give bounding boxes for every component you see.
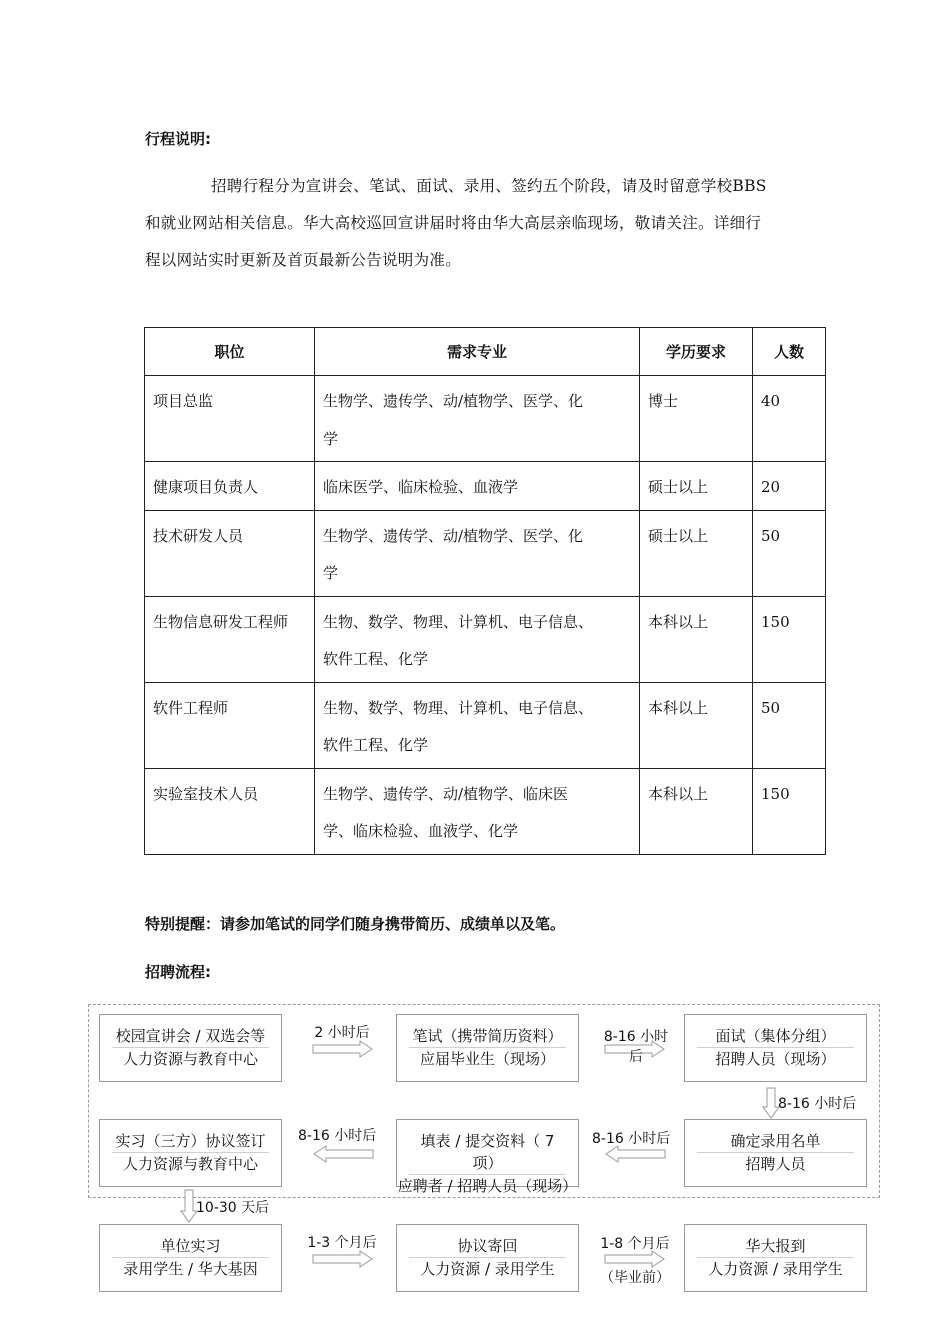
cell-major [315, 510, 640, 596]
flow-step-campus-talk [99, 1014, 282, 1082]
flow-step-internship [99, 1224, 282, 1292]
paragraph-line: 招聘行程分为宣讲会、笔试、面试、录用、签约五个阶段，请及时留意学校BBS [211, 177, 767, 195]
table-row [145, 768, 826, 854]
table-row [145, 376, 826, 462]
cell-position: 健康项目负责人 [145, 462, 315, 511]
flow-step-report-to-bgi [684, 1224, 867, 1292]
paragraph-line: 程以网站实时更新及首页最新公告说明为准。 [145, 251, 462, 269]
step-line-2: 应聘者 / 招聘人员（现场） [397, 1177, 578, 1195]
arrow-label: 10-30 天后 [196, 1200, 270, 1216]
flow-step-confirm-hires [684, 1119, 867, 1187]
arrow-label: 2 小时后 [314, 1025, 370, 1041]
header-position: 职位 [145, 328, 315, 376]
cell-major [315, 376, 640, 462]
table-row [145, 462, 826, 511]
step-line-2: 录用学生 / 华大基因 [123, 1260, 258, 1278]
step-line-2: 人力资源与教育中心 [122, 1050, 258, 1068]
cell-position: 实验室技术人员 [145, 768, 315, 854]
arrow-label: 8-16 小时后 [778, 1096, 857, 1112]
table-header-row [145, 328, 826, 376]
header-count: 人数 [753, 328, 826, 376]
step-line-1: 协议寄回 [409, 1235, 566, 1258]
left-arrow-icon [312, 1145, 374, 1163]
flow-heading: 招聘流程: [145, 963, 211, 981]
cell-major [315, 768, 640, 854]
table-row [145, 596, 826, 682]
arrow-label: 8-16 小时后 [592, 1131, 671, 1147]
step-line-1: 校园宣讲会 / 双选会等 [112, 1025, 269, 1048]
header-major: 需求专业 [315, 328, 640, 376]
cell-education: 本科以上 [640, 768, 753, 854]
cell-position: 技术研发人员 [145, 510, 315, 596]
major-line: 生物学、遗传学、动/植物学、临床医 [323, 784, 569, 803]
major-line: 生物学、遗传学、动/植物学、医学、化 [323, 526, 584, 545]
cell-count: 40 [753, 376, 826, 462]
arrow-label-line: 8-16 小时 [603, 1029, 669, 1045]
step-line-1: 填表 / 提交资料（ 7 项） [409, 1130, 566, 1175]
cell-position: 项目总监 [145, 376, 315, 462]
cell-count: 20 [753, 462, 826, 511]
cell-major [315, 682, 640, 768]
major-line: 学 [323, 564, 339, 582]
major-line: 生物、数学、物理、计算机、电子信息、 [323, 612, 594, 631]
step-line-1: 华大报到 [697, 1235, 854, 1258]
cell-education: 本科以上 [640, 682, 753, 768]
flow-step-submit-forms [396, 1119, 579, 1195]
flow-step-written-test [396, 1014, 579, 1082]
major-line: 软件工程、化学 [323, 650, 429, 668]
step-line-1: 确定录用名单 [697, 1130, 854, 1153]
arrow-label-line: （毕业前） [600, 1270, 670, 1286]
schedule-heading: 行程说明: [145, 130, 211, 148]
arrow-label-line: 1-8 个月后 [600, 1236, 670, 1252]
cell-count: 50 [753, 510, 826, 596]
step-line-2: 应届毕业生（现场） [419, 1050, 555, 1068]
major-line: 生物学、遗传学、动/植物学、医学、化 [323, 392, 584, 410]
cell-position: 生物信息研发工程师 [145, 596, 315, 682]
flow-step-interview [684, 1014, 867, 1082]
cell-count: 50 [753, 682, 826, 768]
table-row [145, 682, 826, 768]
major-line: 软件工程、化学 [323, 736, 429, 754]
cell-count: 150 [753, 768, 826, 854]
schedule-paragraph [145, 168, 815, 279]
step-line-2: 招聘人员（现场） [715, 1050, 836, 1068]
major-line: 临床医学、临床检验、血液学 [323, 478, 519, 496]
step-line-1: 实习（三方）协议签订 [112, 1130, 269, 1153]
header-education: 学历要求 [640, 328, 753, 376]
major-line: 学 [323, 429, 339, 448]
step-line-1: 笔试（携带简历资料） [409, 1025, 566, 1048]
step-line-1: 面试（集体分组） [697, 1025, 854, 1048]
positions-table [144, 327, 826, 855]
cell-education: 硕士以上 [640, 510, 753, 596]
cell-position: 软件工程师 [145, 682, 315, 768]
arrow-label [592, 1234, 678, 1288]
flow-step-internship-agreement [99, 1119, 282, 1187]
major-line: 生物、数学、物理、计算机、电子信息、 [323, 698, 594, 717]
step-line-2: 人力资源与教育中心 [122, 1155, 258, 1173]
cell-major [315, 462, 640, 511]
cell-count: 150 [753, 596, 826, 682]
step-line-2: 招聘人员 [745, 1155, 806, 1173]
step-line-2: 人力资源 / 录用学生 [420, 1260, 555, 1278]
arrow-label: 1-3 个月后 [307, 1235, 377, 1251]
arrow-label [594, 1027, 678, 1067]
flow-step-return-agreement [396, 1224, 579, 1292]
cell-education: 博士 [640, 376, 753, 462]
table-row [145, 510, 826, 596]
cell-education: 本科以上 [640, 596, 753, 682]
step-line-2: 人力资源 / 录用学生 [708, 1260, 843, 1278]
cell-major [315, 596, 640, 682]
arrow-label: 8-16 小时后 [298, 1128, 377, 1144]
major-line: 学、临床检验、血液学、化学 [323, 822, 519, 840]
arrow-label-line: 后 [629, 1049, 643, 1065]
step-line-1: 单位实习 [112, 1235, 269, 1258]
paragraph-line: 和就业网站相关信息。华大高校巡回宣讲届时将由华大高层亲临现场，敬请关注。详细行 [145, 214, 762, 232]
cell-education: 硕士以上 [640, 462, 753, 511]
special-reminder: 特别提醒：请参加笔试的同学们随身携带简历、成绩单以及笔。 [145, 915, 566, 933]
